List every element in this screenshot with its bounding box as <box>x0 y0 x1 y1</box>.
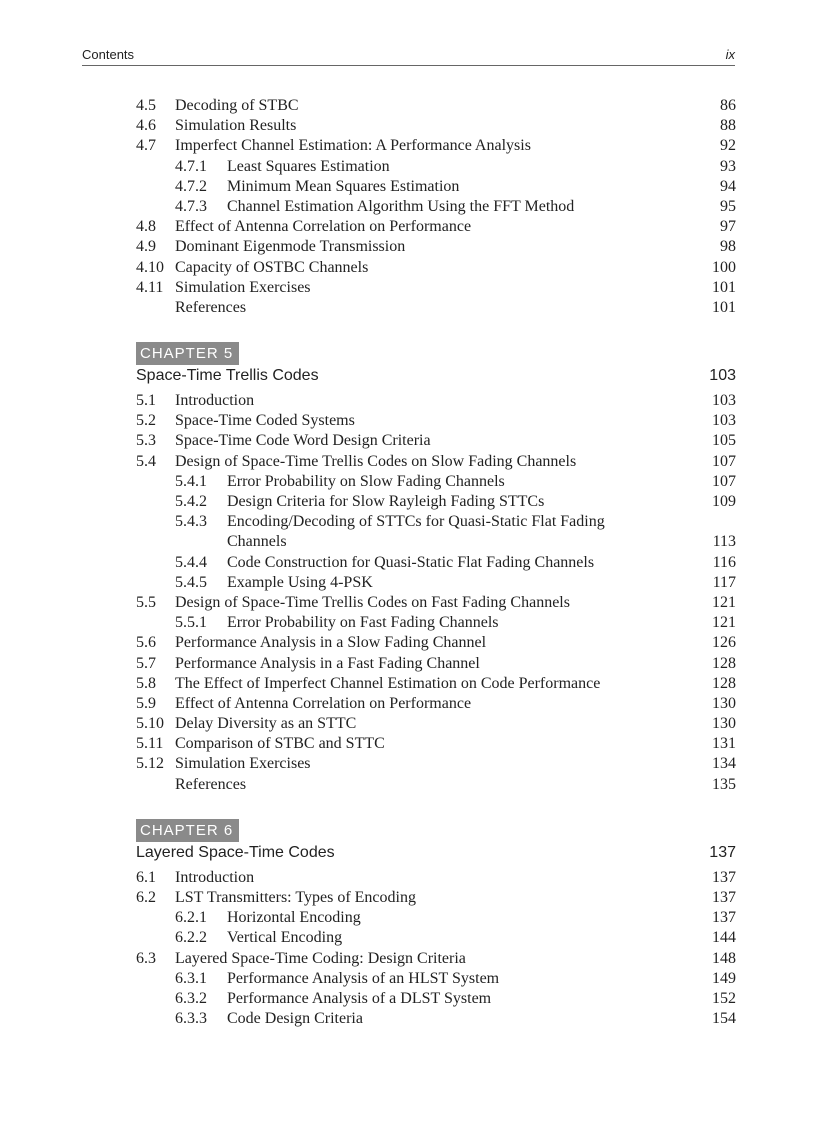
toc-entry-number: 5.8 <box>136 674 156 692</box>
toc-entry-page: 94 <box>720 177 736 195</box>
toc-entry-page: 130 <box>712 694 736 712</box>
chapter-5-heading[interactable] <box>136 365 736 387</box>
toc-entry-page: 131 <box>712 735 736 753</box>
toc-entry[interactable] <box>136 298 736 318</box>
toc-entry[interactable] <box>136 391 736 411</box>
toc-entry-number: 4.5 <box>136 97 156 114</box>
toc-entry-page: 93 <box>720 157 736 175</box>
running-head-section: Contents <box>82 47 135 62</box>
toc-entry-title: Introduction <box>175 868 255 886</box>
toc-entry-number: 4.8 <box>136 218 156 236</box>
toc-entry-page: 107 <box>712 452 736 470</box>
toc-entry[interactable] <box>136 411 736 431</box>
toc-entry-number: 4.7.1 <box>175 157 207 175</box>
toc-entry-title: References <box>175 775 247 793</box>
toc-entry-number: 5.7 <box>136 654 156 672</box>
toc-entry-title: Vertical Encoding <box>227 929 343 947</box>
toc-entry-page: 86 <box>720 97 736 114</box>
toc-entry-number: 4.10 <box>136 258 164 276</box>
toc-entry[interactable] <box>136 431 736 451</box>
toc-entry-page: 105 <box>712 432 736 450</box>
toc-entry-page: 137 <box>712 868 736 886</box>
toc-entry-title: Minimum Mean Squares Estimation <box>227 177 460 195</box>
chapter-6-block <box>136 795 736 1030</box>
toc-entry-title: Delay Diversity as an STTC <box>175 715 357 733</box>
toc-entry-number: 5.1 <box>136 392 156 410</box>
toc-entry[interactable] <box>136 512 736 532</box>
toc-entry-title: The Effect of Imperfect Channel Estimation on Code Performance <box>175 674 601 692</box>
toc-entry-number: 5.9 <box>136 694 156 712</box>
toc-entry-page: 137 <box>712 909 736 927</box>
toc-entry-title: Design of Space-Time Trellis Codes on Fast Fading Channels <box>175 593 570 611</box>
toc-entry[interactable] <box>136 928 736 948</box>
toc-entry-number: 4.6 <box>136 117 156 135</box>
toc-entry-number: 5.4.4 <box>175 553 207 571</box>
toc-entry-page: 144 <box>712 929 736 947</box>
toc-entry-page: 101 <box>712 278 736 296</box>
toc-entry[interactable] <box>136 888 736 908</box>
chapter-5-entries <box>136 391 736 795</box>
toc-entry-title: Space-Time Coded Systems <box>175 412 355 430</box>
toc-entry-page: 148 <box>712 949 736 967</box>
toc-entry-page: 92 <box>720 137 736 155</box>
toc-entry[interactable] <box>136 278 736 298</box>
toc-entry-number: 6.3.3 <box>175 1010 207 1028</box>
chapter-5-block <box>136 318 736 795</box>
toc-entry[interactable] <box>136 633 736 653</box>
toc-entry-number: 6.1 <box>136 868 156 886</box>
toc-entry-title: Simulation Exercises <box>175 755 311 773</box>
toc-entry[interactable] <box>136 116 736 136</box>
toc-entry-number: 5.4.2 <box>175 493 207 510</box>
toc-entry-page: 109 <box>712 493 736 510</box>
toc-entry-title: Capacity of OSTBC Channels <box>175 258 369 276</box>
toc-entry[interactable] <box>136 734 736 754</box>
chapter-5-page: 103 <box>709 367 736 385</box>
toc-entry[interactable] <box>136 452 736 472</box>
toc-entry-title: Performance Analysis in a Fast Fading Channel <box>175 654 480 672</box>
toc-entry-page: 134 <box>712 755 736 773</box>
toc-entry-page: 121 <box>712 593 736 611</box>
toc-entry-title: Error Probability on Fast Fading Channels <box>227 614 499 632</box>
toc-entry-page: 101 <box>712 298 736 316</box>
toc-entry-number: 5.4.1 <box>175 472 207 490</box>
toc-entry-page: 107 <box>712 472 736 490</box>
toc-entry-page: 130 <box>712 715 736 733</box>
toc-entry-title: Simulation Results <box>175 117 297 135</box>
toc-entry-title: Layered Space-Time Coding: Design Criteria <box>175 949 466 967</box>
toc-entry-number: 6.2 <box>136 889 156 906</box>
toc-entry-page: 154 <box>712 1010 736 1028</box>
toc-entry-title: Channel Estimation Algorithm Using the FFT Method <box>227 197 575 215</box>
toc-entry-page: 149 <box>712 969 736 987</box>
toc-entry-title: Performance Analysis of an HLST System <box>227 969 500 987</box>
toc-entry-number: 5.11 <box>136 735 164 753</box>
toc-entry-number: 5.4 <box>136 452 156 470</box>
chapter-6-title: Layered Space-Time Codes <box>136 843 335 861</box>
toc-entry[interactable] <box>136 775 736 795</box>
toc-entry-number: 6.3 <box>136 949 156 967</box>
toc-entry[interactable] <box>136 949 736 969</box>
toc-entry[interactable] <box>136 197 736 217</box>
toc-entry-number: 5.4.5 <box>175 573 207 591</box>
toc-entry-number: 5.5.1 <box>175 614 207 632</box>
toc-entry-title: Code Construction for Quasi-Static Flat Fading Channels <box>227 553 595 571</box>
toc-entry[interactable] <box>136 177 736 197</box>
toc-entry-title: Code Design Criteria <box>227 1010 363 1028</box>
toc-entry-number: 4.7.2 <box>175 177 207 195</box>
toc-entry-page: 88 <box>720 117 736 135</box>
chapter-5-title: Space-Time Trellis Codes <box>136 367 319 385</box>
toc-entry-page: 137 <box>712 889 736 906</box>
toc-entry[interactable] <box>136 472 736 492</box>
toc-entry-number: 4.9 <box>136 238 156 256</box>
toc-entry-title: Encoding/Decoding of STTCs for Quasi-Static Flat Fading <box>227 513 605 531</box>
toc-entry-title: Effect of Antenna Correlation on Performance <box>175 218 472 236</box>
running-head <box>82 45 735 66</box>
toc-entry[interactable] <box>136 969 736 989</box>
toc-entry[interactable] <box>136 217 736 237</box>
toc-entry[interactable] <box>136 157 736 177</box>
toc-entry-page: 117 <box>712 573 736 591</box>
toc-entry-title: Performance Analysis in a Slow Fading Channel <box>175 634 487 652</box>
toc-entry[interactable] <box>136 532 736 552</box>
toc-entry[interactable] <box>136 96 736 116</box>
chapter-4-entries <box>136 96 736 318</box>
toc-entry-title: Imperfect Channel Estimation: A Performance Analysis <box>175 137 531 155</box>
toc-entry-page: 103 <box>712 412 736 430</box>
toc-entry-number: 4.11 <box>136 278 164 296</box>
chapter-6-label: CHAPTER 6 <box>136 819 239 842</box>
toc-entry[interactable] <box>136 258 736 278</box>
toc-entry[interactable] <box>136 237 736 257</box>
toc-entry-page: 126 <box>712 634 736 652</box>
toc-entry-title: Introduction <box>175 392 255 410</box>
toc-entry-number: 6.3.1 <box>175 969 207 987</box>
toc-entry[interactable] <box>136 908 736 928</box>
toc-entry-title: Effect of Antenna Correlation on Performance <box>175 694 472 712</box>
chapter-6-page: 137 <box>709 843 736 861</box>
toc-entry[interactable] <box>136 553 736 573</box>
chapter-6-entries <box>136 868 736 1030</box>
toc-entry-page: 116 <box>712 553 736 571</box>
toc-entry-title: References <box>175 298 247 316</box>
toc-entry[interactable] <box>136 714 736 734</box>
toc-entry-page: 113 <box>712 533 736 551</box>
toc-entry-title: Horizontal Encoding <box>227 909 361 927</box>
toc-entry-number: 5.5 <box>136 593 156 611</box>
toc-entry-number: 5.3 <box>136 432 156 450</box>
table-of-contents <box>136 96 736 1029</box>
toc-entry[interactable] <box>136 1009 736 1029</box>
toc-entry-page: 97 <box>720 218 736 236</box>
toc-entry[interactable] <box>136 694 736 714</box>
toc-entry-title: Decoding of STBC <box>175 97 299 114</box>
toc-entry-title: LST Transmitters: Types of Encoding <box>175 889 416 906</box>
toc-entry[interactable] <box>136 989 736 1009</box>
toc-entry[interactable] <box>136 674 736 694</box>
toc-entry-number: 5.2 <box>136 412 156 430</box>
toc-entry-page: 95 <box>720 197 736 215</box>
chapter-6-heading[interactable] <box>136 842 736 864</box>
toc-entry-number: 5.4.3 <box>175 513 207 531</box>
running-head-page-number: ix <box>725 47 735 62</box>
toc-entry-title: Design of Space-Time Trellis Codes on Slow Fading Channels <box>175 452 577 470</box>
toc-entry-title: Least Squares Estimation <box>227 157 390 175</box>
toc-entry-number: 4.7.3 <box>175 197 207 215</box>
toc-entry-title: Simulation Exercises <box>175 278 311 296</box>
toc-entry-number: 5.12 <box>136 755 164 773</box>
toc-entry-page: 103 <box>712 392 736 410</box>
toc-entry-page: 100 <box>712 258 736 276</box>
toc-entry[interactable] <box>136 654 736 674</box>
toc-entry-number: 5.10 <box>136 715 164 733</box>
toc-entry-page: 98 <box>720 238 736 256</box>
toc-entry-title: Example Using 4-PSK <box>227 573 373 591</box>
toc-entry-page: 152 <box>712 989 736 1007</box>
toc-entry-number: 6.2.2 <box>175 929 207 947</box>
toc-entry-title: Error Probability on Slow Fading Channels <box>227 472 505 490</box>
toc-entry-page: 135 <box>712 775 736 793</box>
toc-entry-title: Channels <box>227 533 287 551</box>
toc-entry[interactable] <box>136 613 736 633</box>
toc-entry-title: Design Criteria for Slow Rayleigh Fading STTCs <box>227 493 545 510</box>
toc-entry-number: 5.6 <box>136 634 156 652</box>
toc-entry-number: 6.2.1 <box>175 909 207 927</box>
toc-entry-title: Space-Time Code Word Design Criteria <box>175 432 431 450</box>
toc-entry-title: Dominant Eigenmode Transmission <box>175 238 406 256</box>
toc-entry-title: Performance Analysis of a DLST System <box>227 989 492 1007</box>
chapter-5-label: CHAPTER 5 <box>136 342 239 365</box>
toc-entry-title: Comparison of STBC and STTC <box>175 735 385 753</box>
toc-entry-number: 6.3.2 <box>175 989 207 1007</box>
toc-entry[interactable] <box>136 868 736 888</box>
toc-entry[interactable] <box>136 136 736 156</box>
toc-entry-page: 121 <box>712 614 736 632</box>
toc-entry[interactable] <box>136 593 736 613</box>
toc-entry-number: 4.7 <box>136 137 156 155</box>
toc-entry-page: 128 <box>712 674 736 692</box>
toc-entry-page: 128 <box>712 654 736 672</box>
toc-entry[interactable] <box>136 573 736 593</box>
toc-entry[interactable] <box>136 754 736 774</box>
toc-entry[interactable] <box>136 492 736 512</box>
